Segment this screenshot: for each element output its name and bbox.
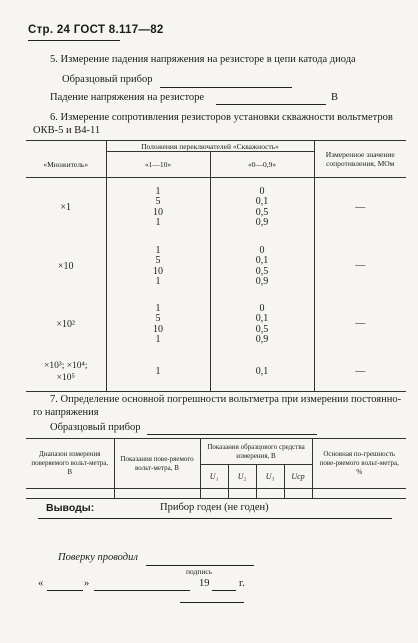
table-header-spacer	[26, 141, 106, 152]
table-range1-header: «1—10»	[106, 152, 210, 178]
range1-cell: 1 5 10 1	[106, 178, 210, 238]
section5-drop-label: Падение напряжения на резисторе	[50, 92, 205, 103]
range1-cell: 1 5 10 1	[106, 238, 210, 296]
header-underline	[28, 40, 120, 41]
multiplier-cell: ×10²	[56, 318, 76, 330]
error-sub-u3: U₃	[256, 465, 284, 489]
section6-heading-line2: ОКВ-5 и В4-11	[33, 125, 101, 136]
date-year-suffix: г.	[239, 578, 245, 589]
multiplier-cell: ×1	[60, 201, 72, 213]
section5-instrument-line	[160, 87, 292, 88]
date-year-line	[212, 590, 236, 591]
bottom-rule	[180, 602, 244, 603]
section5-heading: 5. Измерение падения напряжения на резисторе в цепи катода диода	[50, 54, 356, 65]
range2-cell: 0,1	[210, 354, 314, 392]
date-quote-open: «	[38, 578, 44, 589]
section5-drop-line	[216, 104, 326, 105]
section6-heading-line1: 6. Измерение сопротивления резисторов установки скважности вольтметров	[50, 112, 393, 123]
measured-cell: —	[314, 178, 406, 238]
table-row	[26, 354, 406, 392]
date-day-line	[47, 590, 83, 591]
table-multiplier-header: «Множитель»	[43, 159, 89, 169]
error-col-reference-group: Показания образцового средства измерения, В	[200, 439, 312, 465]
error-sub-u1: U₁	[200, 465, 228, 489]
range2-cell: 0 0,1 0,5 0,9	[210, 178, 314, 238]
section5-instrument-label: Образцовый прибор	[62, 74, 153, 85]
error-table	[26, 438, 406, 499]
section7-instrument-label: Образцовый прибор	[50, 422, 141, 433]
error-sub-uavg: Uср	[284, 465, 312, 489]
multiplier-cell: ×10³; ×10⁴; ×10⁵	[43, 361, 88, 384]
section5-unit: В	[331, 92, 339, 103]
conclusions-text: Прибор годен (не годен)	[160, 502, 269, 513]
error-col-range: Диапазон измерения поверяемого вольт-метра, В	[26, 439, 114, 489]
date-year-prefix: 19	[199, 578, 210, 589]
table-row	[26, 178, 406, 238]
range1-cell: 1 5 10 1	[106, 296, 210, 354]
range2-cell: 0 0,1 0,5 0,9	[210, 296, 314, 354]
multiplier-cell: ×10	[57, 260, 74, 272]
resistance-table	[26, 140, 406, 392]
signature-caption: подпись	[186, 567, 213, 576]
conclusions-line	[38, 518, 392, 519]
signature-line	[146, 565, 254, 566]
error-col-error: Основная по-грешность пове-ряемого вольт-метра, %	[312, 439, 406, 489]
table-group-header: Положения переключателей «Скважность»	[106, 141, 314, 152]
date-month-line	[94, 590, 190, 591]
range1-cell: 1	[106, 354, 210, 392]
section7-instrument-line	[147, 434, 317, 435]
date-quote-close: »	[84, 578, 90, 589]
measured-cell: —	[314, 238, 406, 296]
table-measured-header: Измеренное значение сопротивления, МОм	[314, 141, 406, 178]
signature-label: Поверку проводил	[58, 552, 138, 563]
section7-heading-line2: го напряжения	[33, 407, 99, 418]
error-sub-u2: U₂	[228, 465, 256, 489]
table-row	[26, 296, 406, 354]
measured-cell: —	[314, 354, 406, 392]
table-range2-header: «0—0,9»	[210, 152, 314, 178]
conclusions-label: Выводы:	[46, 502, 95, 514]
page-header: Стр. 24 ГОСТ 8.117—82	[28, 24, 164, 36]
error-col-reading: Показания пове-ряемого вольт-метра, В	[114, 439, 200, 489]
section7-heading-line1: 7. Определение основной погрешности вольтметра при измерении постоянно-	[50, 394, 402, 405]
measured-cell: —	[314, 296, 406, 354]
range2-cell: 0 0,1 0,5 0,9	[210, 238, 314, 296]
table-row	[26, 489, 406, 499]
table-row	[26, 238, 406, 296]
